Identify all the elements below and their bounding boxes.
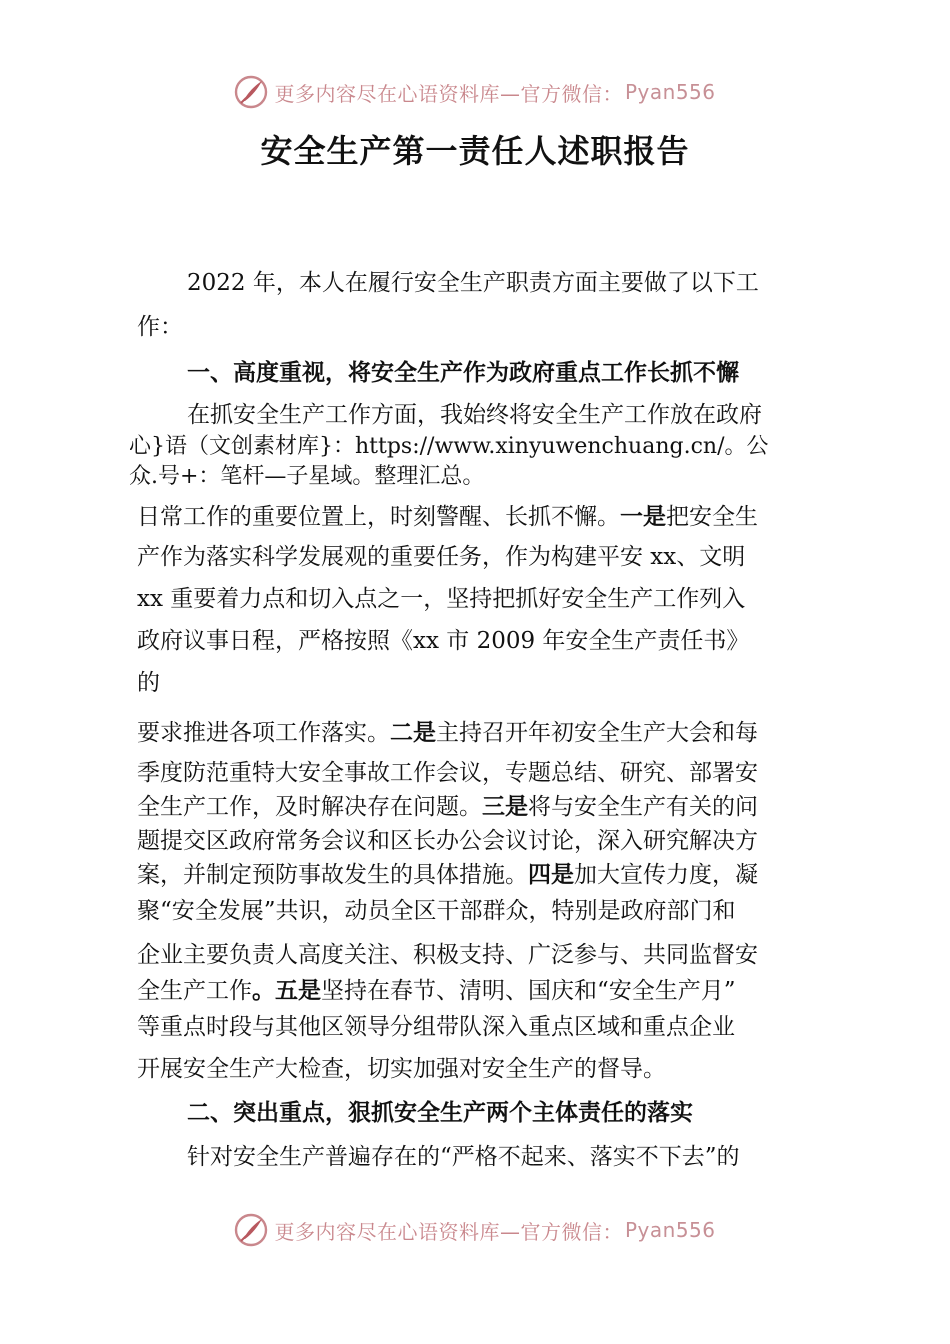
emphasis-label: 三是 [482, 794, 528, 820]
body-text: 全生产工作 [137, 978, 252, 1004]
body-text: 要求推进各项工作落实。 [137, 720, 390, 746]
body-line: 题提交区政府常务会议和区长办公会议讨论，深入研究解决方 [137, 828, 758, 854]
section-heading-2: 二、突出重点，狠抓安全生产两个主体责任的落实 [187, 1100, 693, 1126]
body-line: xx 重要着力点和切入点之一，坚持把抓好安全生产工作列入 [137, 586, 746, 612]
body-line [137, 792, 758, 822]
source-note-line: 心}语（文创素材库}：https://www.xinyuwenchuang.cn/。公 [129, 434, 769, 459]
body-line [137, 502, 758, 532]
body-line: 政府议事日程，严格按照《xx 市 2009 年安全生产责任书》 [137, 628, 750, 654]
section-heading-1: 一、高度重视，将安全生产作为政府重点工作长抓不懈 [187, 360, 739, 386]
body-text: 把安全生 [666, 504, 758, 530]
emphasis-label: 。五是 [252, 978, 321, 1004]
body-line [137, 976, 736, 1006]
body-line: 产作为落实科学发展观的重要任务，作为构建平安 xx、文明 [137, 544, 746, 570]
body-line: 在抓安全生产工作方面，我始终将安全生产工作放在政府 [187, 402, 762, 428]
body-line: 针对安全生产普遍存在的“严格不起来、落实不下去”的 [187, 1144, 740, 1170]
body-text: 主持召开年初安全生产大会和每 [436, 720, 758, 746]
watermark-text: 更多内容尽在心语资料库—官方微信： [274, 1219, 623, 1244]
source-note-line: 众.号+：笔杆—子星域。整理汇总。 [129, 464, 485, 489]
watermark-code: Pyan556 [624, 80, 716, 104]
watermark-banner-bottom [0, 1210, 950, 1250]
emphasis-label: 二是 [390, 720, 436, 746]
body-text: 坚持在春节、清明、国庆和“安全生产月” [321, 978, 736, 1004]
body-line: 企业主要负责人高度关注、积极支持、广泛参与、共同监督安 [137, 942, 758, 968]
emphasis-label: 一是 [620, 504, 666, 530]
body-line: 季度防范重特大安全事故工作会议，专题总结、研究、部署安 [137, 760, 758, 786]
body-text: 全生产工作，及时解决存在问题。 [137, 794, 482, 820]
document-title: 安全生产第一责任人述职报告 [260, 132, 690, 170]
watermark-text: 更多内容尽在心语资料库—官方微信： [274, 81, 623, 106]
watermark-banner-top [0, 72, 950, 112]
body-line [137, 718, 758, 748]
body-line: 作： [137, 314, 183, 340]
watermark-code: Pyan556 [624, 1218, 716, 1242]
body-text: 将与安全生产有关的问 [528, 794, 758, 820]
feather-quill-logo [234, 1213, 268, 1247]
body-line: 2022 年，本人在履行安全生产职责方面主要做了以下工 [187, 270, 759, 296]
feather-quill-logo [234, 75, 268, 109]
body-line: 的 [137, 670, 160, 696]
body-text: 加大宣传力度，凝 [574, 862, 758, 888]
body-line: 开展安全生产大检查，切实加强对安全生产的督导。 [137, 1056, 666, 1082]
body-line: 等重点时段与其他区领导分组带队深入重点区域和重点企业 [137, 1014, 735, 1040]
body-text: 案，并制定预防事故发生的具体措施。 [137, 862, 528, 888]
body-line [137, 860, 758, 890]
emphasis-label: 四是 [528, 862, 574, 888]
body-line: 聚“安全发展”共识，动员全区干部群众，特别是政府部门和 [137, 898, 736, 924]
body-text: 日常工作的重要位置上，时刻警醒、长抓不懈。 [137, 504, 620, 530]
